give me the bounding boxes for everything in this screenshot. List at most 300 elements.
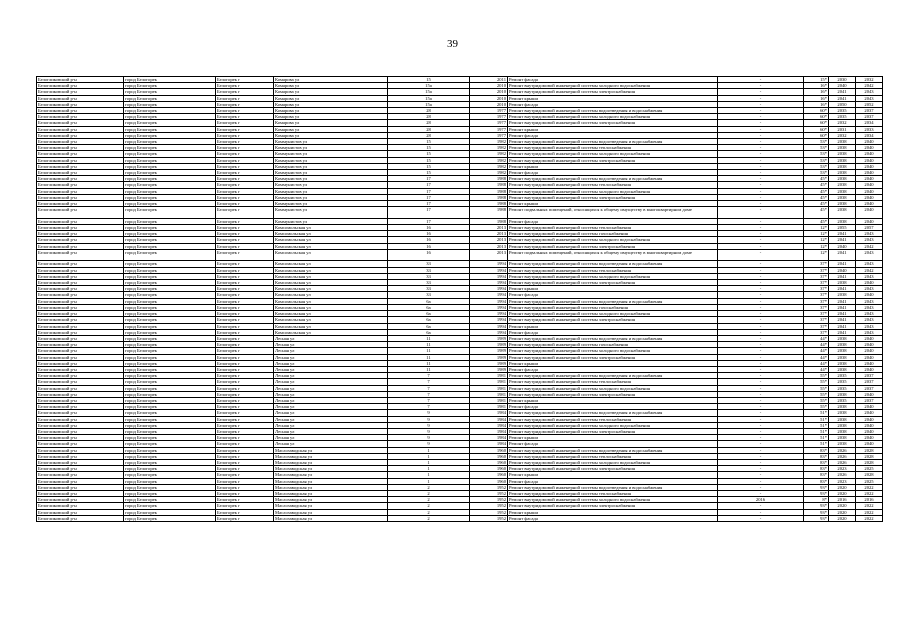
cell-last-repair: -: [718, 188, 804, 194]
cell-settlement: город Белогорек: [124, 182, 216, 188]
cell-wear-percent: 37*: [804, 304, 829, 310]
cell-plan-start: 2038: [829, 157, 856, 163]
cell-street: Лесная ул: [274, 391, 388, 397]
cell-plan-end: 2037: [856, 114, 883, 120]
cell-street: Лесная ул: [274, 360, 388, 366]
cell-work-type: Ремонт внутридомовой инженерной системы электроснабжения: [508, 157, 718, 163]
cell-locality: Белогорек г: [216, 101, 274, 107]
cell-plan-start: 2041: [829, 329, 856, 335]
cell-plan-end: 2025: [856, 466, 883, 472]
cell-last-repair: -: [718, 379, 804, 385]
cell-plan-start: 2026: [829, 447, 856, 453]
cell-plan-start: 2041: [829, 237, 856, 243]
cell-locality: Белогорек г: [216, 484, 274, 490]
cell-year: 1952: [470, 484, 508, 490]
cell-plan-start: 2035: [829, 373, 856, 379]
cell-street: Комсомольская ул: [274, 267, 388, 273]
cell-plan-end: 2040: [856, 422, 883, 428]
cell-wear-percent: 93*: [804, 503, 829, 509]
cell-plan-end: 2040: [856, 348, 883, 354]
cell-plan-start: 2038: [829, 280, 856, 286]
cell-settlement: город Белогорек: [124, 391, 216, 397]
cell-plan-start: 2038: [829, 360, 856, 366]
cell-work-type: Ремонт внутридомовой инженерной системы электроснабжения: [508, 503, 718, 509]
cell-plan-start: 2041: [829, 286, 856, 292]
cell-wear-percent: 55*: [804, 391, 829, 397]
cell-locality: Белогорек г: [216, 194, 274, 200]
page-number: 39: [447, 38, 458, 50]
cell-district: Белогликовский р-н: [37, 416, 124, 422]
cell-locality: Белогорек г: [216, 391, 274, 397]
cell-wear-percent: 37*: [804, 311, 829, 317]
cell-last-repair: -: [718, 515, 804, 521]
cell-year: 1952: [470, 515, 508, 521]
cell-plan-start: 2038: [829, 176, 856, 182]
cell-locality: Белогорек г: [216, 503, 274, 509]
cell-wear-percent: 16*: [804, 89, 829, 95]
cell-district: Белогликовский р-н: [37, 225, 124, 231]
cell-wear-percent: 83*: [804, 466, 829, 472]
cell-locality: Белогорек г: [216, 441, 274, 447]
cell-wear-percent: 93*: [804, 515, 829, 521]
cell-work-type: Ремонт внутридомовой инженерной системы электроснабжения: [508, 354, 718, 360]
cell-last-repair: -: [718, 267, 804, 273]
cell-locality: Белогорек г: [216, 490, 274, 496]
cell-year: 2013: [470, 243, 508, 249]
cell-district: Белогликовский р-н: [37, 95, 124, 101]
cell-wear-percent: 83*: [804, 453, 829, 459]
cell-street: Коммунистов ул: [274, 157, 388, 163]
cell-settlement: город Белогорек: [124, 188, 216, 194]
cell-plan-end: 2037: [856, 373, 883, 379]
cell-plan-end: 2034: [856, 132, 883, 138]
cell-settlement: город Белогорек: [124, 410, 216, 416]
cell-street: Комсомольская ул: [274, 231, 388, 237]
cell-locality: Белогорек г: [216, 77, 274, 83]
cell-plan-end: 2043: [856, 237, 883, 243]
cell-district: Белогликовский р-н: [37, 182, 124, 188]
cell-plan-end: 2052: [856, 101, 883, 107]
cell-plan-end: 2043: [856, 317, 883, 323]
cell-last-repair: -: [718, 163, 804, 169]
cell-work-type: Ремонт внутридомовой инженерной системы газоснабжения: [508, 342, 718, 348]
cell-year: 1984: [470, 416, 508, 422]
cell-locality: Белогорек г: [216, 509, 274, 515]
cell-street: Комсомольская ул: [274, 292, 388, 298]
cell-year: 1994: [470, 286, 508, 292]
cell-district: Белогликовский р-н: [37, 428, 124, 434]
cell-work-type: Ремонт внутридомовой инженерной системы холодного водоснабжения: [508, 188, 718, 194]
cell-locality: Белогорек г: [216, 83, 274, 89]
cell-plan-start: 2038: [829, 194, 856, 200]
cell-plan-start: 2020: [829, 484, 856, 490]
cell-plan-end: 2042: [856, 267, 883, 273]
cell-work-type: Ремонт подвальных помещений, относящихся к общему имуществу в многоквартирном доме: [508, 207, 718, 219]
cell-plan-end: 2040: [856, 435, 883, 441]
cell-year: 1981: [470, 404, 508, 410]
cell-house: 1: [388, 472, 470, 478]
cell-plan-start: 2038: [829, 163, 856, 169]
cell-plan-end: 2022: [856, 484, 883, 490]
cell-plan-end: 2040: [856, 428, 883, 434]
cell-district: Белогликовский р-н: [37, 176, 124, 182]
cell-house: 6а: [388, 329, 470, 335]
cell-wear-percent: 44*: [804, 354, 829, 360]
cell-settlement: город Белогорек: [124, 478, 216, 484]
cell-wear-percent: 53*: [804, 157, 829, 163]
cell-plan-start: 2041: [829, 261, 856, 267]
cell-year: 2010: [470, 83, 508, 89]
cell-last-repair: -: [718, 170, 804, 176]
cell-street: Комарова ул: [274, 89, 388, 95]
cell-plan-start: 2041: [829, 317, 856, 323]
cell-locality: Белогорек г: [216, 286, 274, 292]
cell-work-type: Ремонт внутридомовой инженерной системы водоотведения и водоснабжения: [508, 373, 718, 379]
cell-year: 1988: [470, 207, 508, 219]
cell-house: 15: [388, 151, 470, 157]
cell-street: Коммунистов ул: [274, 170, 388, 176]
cell-district: Белогликовский р-н: [37, 379, 124, 385]
cell-last-repair: -: [718, 453, 804, 459]
cell-settlement: город Белогорек: [124, 459, 216, 465]
cell-street: Комсомольская ул: [274, 280, 388, 286]
cell-house: 28: [388, 114, 470, 120]
cell-district: Белогликовский р-н: [37, 286, 124, 292]
cell-wear-percent: 53*: [804, 145, 829, 151]
cell-plan-start: 2038: [829, 145, 856, 151]
cell-year: 2011: [470, 77, 508, 83]
cell-house: 15: [388, 163, 470, 169]
cell-year: 1989: [470, 348, 508, 354]
cell-last-repair: -: [718, 397, 804, 403]
cell-plan-start: 2041: [829, 89, 856, 95]
cell-last-repair: -: [718, 182, 804, 188]
cell-settlement: город Белогорек: [124, 335, 216, 341]
cell-street: Маслозаводская ул: [274, 453, 388, 459]
cell-wear-percent: 60*: [804, 132, 829, 138]
cell-wear-percent: 53*: [804, 151, 829, 157]
cell-district: Белогликовский р-н: [37, 77, 124, 83]
cell-street: Маслозаводская ул: [274, 490, 388, 496]
cell-work-type: Ремонт внутридомовой инженерной системы теплоснабжения: [508, 182, 718, 188]
cell-house: 9: [388, 416, 470, 422]
cell-work-type: Ремонт внутридомовой инженерной системы холодного водоснабжения: [508, 348, 718, 354]
cell-wear-percent: 53*: [804, 170, 829, 176]
cell-district: Белогликовский р-н: [37, 132, 124, 138]
cell-plan-end: 2042: [856, 83, 883, 89]
cell-settlement: город Белогорек: [124, 298, 216, 304]
cell-year: 2010: [470, 89, 508, 95]
cell-wear-percent: 51*: [804, 428, 829, 434]
cell-locality: Белогорек г: [216, 416, 274, 422]
cell-plan-end: 2028: [856, 453, 883, 459]
cell-house: 2: [388, 484, 470, 490]
cell-plan-start: 2038: [829, 188, 856, 194]
cell-settlement: город Белогорек: [124, 360, 216, 366]
cell-street: Маслозаводская ул: [274, 459, 388, 465]
cell-last-repair: -: [718, 459, 804, 465]
cell-street: Коммунистов ул: [274, 151, 388, 157]
cell-district: Белогликовский р-н: [37, 126, 124, 132]
cell-district: Белогликовский р-н: [37, 157, 124, 163]
cell-year: 2013: [470, 231, 508, 237]
cell-plan-end: 2043: [856, 286, 883, 292]
cell-last-repair: -: [718, 366, 804, 372]
cell-house: 33: [388, 286, 470, 292]
cell-wear-percent: 60*: [804, 108, 829, 114]
cell-house: 7: [388, 391, 470, 397]
cell-wear-percent: 55*: [804, 397, 829, 403]
cell-wear-percent: 44*: [804, 348, 829, 354]
cell-last-repair: -: [718, 373, 804, 379]
cell-locality: Белогорек г: [216, 120, 274, 126]
table-row: [37, 207, 883, 219]
cell-work-type: Ремонт внутридомовой инженерной системы водоотведения и водоснабжения: [508, 410, 718, 416]
cell-street: Лесная ул: [274, 404, 388, 410]
cell-wear-percent: 12*: [804, 231, 829, 237]
cell-settlement: город Белогорек: [124, 151, 216, 157]
cell-work-type: Ремонт фасада: [508, 366, 718, 372]
cell-plan-end: 2028: [856, 472, 883, 478]
cell-settlement: город Белогорек: [124, 441, 216, 447]
cell-settlement: город Белогорек: [124, 267, 216, 273]
cell-settlement: город Белогорек: [124, 237, 216, 243]
cell-plan-start: 2041: [829, 298, 856, 304]
cell-district: Белогликовский р-н: [37, 194, 124, 200]
cell-street: Лесная ул: [274, 422, 388, 428]
cell-street: Комсомольская ул: [274, 286, 388, 292]
cell-last-repair: -: [718, 145, 804, 151]
cell-plan-start: 2041: [829, 249, 856, 261]
cell-settlement: город Белогорек: [124, 194, 216, 200]
cell-work-type: Ремонт внутридомовой инженерной системы водоотведения и водоснабжения: [508, 176, 718, 182]
cell-year: 1984: [470, 422, 508, 428]
cell-district: Белогликовский р-н: [37, 447, 124, 453]
cell-street: Коммунистов ул: [274, 207, 388, 219]
cell-settlement: город Белогорек: [124, 249, 216, 261]
cell-work-type: Ремонт фасада: [508, 170, 718, 176]
cell-last-repair: -: [718, 304, 804, 310]
cell-locality: Белогорек г: [216, 304, 274, 310]
cell-locality: Белогорек г: [216, 317, 274, 323]
cell-settlement: город Белогорек: [124, 201, 216, 207]
cell-last-repair: -: [718, 176, 804, 182]
cell-year: 2013: [470, 249, 508, 261]
cell-plan-start: 2020: [829, 490, 856, 496]
cell-house: 15: [388, 145, 470, 151]
cell-house: 1: [388, 466, 470, 472]
cell-work-type: Ремонт крыши: [508, 360, 718, 366]
cell-district: Белогликовский р-н: [37, 261, 124, 267]
cell-wear-percent: 53*: [804, 163, 829, 169]
cell-settlement: город Белогорек: [124, 126, 216, 132]
cell-district: Белогликовский р-н: [37, 188, 124, 194]
cell-locality: Белогорек г: [216, 435, 274, 441]
cell-house: 9: [388, 422, 470, 428]
cell-settlement: город Белогорек: [124, 503, 216, 509]
cell-locality: Белогорек г: [216, 114, 274, 120]
cell-settlement: город Белогорек: [124, 428, 216, 434]
cell-wear-percent: 37*: [804, 280, 829, 286]
cell-last-repair: -: [718, 231, 804, 237]
cell-settlement: город Белогорек: [124, 77, 216, 83]
cell-year: 2013: [470, 237, 508, 243]
cell-locality: Белогорек г: [216, 108, 274, 114]
cell-house: 15: [388, 157, 470, 163]
cell-plan-end: 2040: [856, 157, 883, 163]
cell-settlement: город Белогорек: [124, 145, 216, 151]
cell-street: Коммунистов ул: [274, 176, 388, 182]
cell-work-type: Ремонт внутридомовой инженерной системы холодного водоснабжения: [508, 422, 718, 428]
cell-wear-percent: 37*: [804, 292, 829, 298]
cell-locality: Белогорек г: [216, 273, 274, 279]
cell-plan-end: 2037: [856, 108, 883, 114]
cell-settlement: город Белогорек: [124, 273, 216, 279]
cell-district: Белогликовский р-н: [37, 329, 124, 335]
cell-last-repair: -: [718, 261, 804, 267]
cell-wear-percent: 83*: [804, 472, 829, 478]
cell-street: Лесная ул: [274, 385, 388, 391]
cell-plan-start: 2038: [829, 391, 856, 397]
cell-street: Лесная ул: [274, 441, 388, 447]
cell-district: Белогликовский р-н: [37, 503, 124, 509]
cell-settlement: город Белогорек: [124, 163, 216, 169]
cell-work-type: Ремонт фасада: [508, 101, 718, 107]
cell-locality: Белогорек г: [216, 453, 274, 459]
cell-house: 15а: [388, 101, 470, 107]
cell-last-repair: -: [718, 132, 804, 138]
cell-settlement: город Белогорек: [124, 317, 216, 323]
cell-year: 1989: [470, 366, 508, 372]
cell-street: Комарова ул: [274, 83, 388, 89]
cell-year: 1994: [470, 329, 508, 335]
cell-wear-percent: 37*: [804, 267, 829, 273]
cell-last-repair: -: [718, 441, 804, 447]
cell-year: 1994: [470, 273, 508, 279]
cell-plan-start: 2023: [829, 466, 856, 472]
cell-house: 9: [388, 441, 470, 447]
cell-district: Белогликовский р-н: [37, 114, 124, 120]
cell-work-type: Ремонт внутридомовой инженерной системы электроснабжения: [508, 194, 718, 200]
cell-district: Белогликовский р-н: [37, 317, 124, 323]
cell-district: Белогликовский р-н: [37, 280, 124, 286]
cell-district: Белогликовский р-н: [37, 397, 124, 403]
cell-wear-percent: 45*: [804, 188, 829, 194]
cell-wear-percent: 37*: [804, 261, 829, 267]
cell-plan-end: 2040: [856, 145, 883, 151]
cell-settlement: город Белогорек: [124, 329, 216, 335]
cell-plan-end: 2057: [856, 225, 883, 231]
cell-wear-percent: 93*: [804, 484, 829, 490]
cell-work-type: Ремонт внутридомовой инженерной системы электроснабжения: [508, 280, 718, 286]
cell-last-repair: -: [718, 83, 804, 89]
cell-wear-percent: 8*: [804, 497, 829, 503]
cell-plan-start: 2020: [829, 503, 856, 509]
cell-last-repair: -: [718, 201, 804, 207]
cell-plan-end: 2042: [856, 243, 883, 249]
cell-locality: Белогорек г: [216, 515, 274, 521]
cell-wear-percent: 16*: [804, 101, 829, 107]
cell-house: 28: [388, 126, 470, 132]
cell-settlement: город Белогорек: [124, 385, 216, 391]
cell-plan-end: 2040: [856, 342, 883, 348]
cell-house: 6а: [388, 298, 470, 304]
cell-street: Комсомольская ул: [274, 261, 388, 267]
cell-year: 1984: [470, 441, 508, 447]
cell-wear-percent: 45*: [804, 182, 829, 188]
cell-last-repair: -: [718, 298, 804, 304]
cell-plan-start: 2041: [829, 311, 856, 317]
cell-wear-percent: 93*: [804, 509, 829, 515]
cell-settlement: город Белогорек: [124, 447, 216, 453]
cell-wear-percent: 51*: [804, 422, 829, 428]
cell-last-repair: -: [718, 317, 804, 323]
cell-plan-end: 2040: [856, 391, 883, 397]
cell-year: 1994: [470, 267, 508, 273]
cell-district: Белогликовский р-н: [37, 366, 124, 372]
cell-wear-percent: 37*: [804, 298, 829, 304]
cell-house: 11: [388, 348, 470, 354]
cell-locality: Белогорек г: [216, 231, 274, 237]
cell-locality: Белогорек г: [216, 323, 274, 329]
cell-wear-percent: 37*: [804, 286, 829, 292]
cell-year: 1984: [470, 435, 508, 441]
cell-house: 11: [388, 335, 470, 341]
cell-district: Белогликовский р-н: [37, 410, 124, 416]
cell-plan-start: 2035: [829, 385, 856, 391]
cell-work-type: Ремонт внутридомовой инженерной системы холодного водоснабжения: [508, 83, 718, 89]
cell-house: 15: [388, 170, 470, 176]
cell-locality: Белогорек г: [216, 478, 274, 484]
cell-house: 15: [388, 139, 470, 145]
cell-house: 2: [388, 515, 470, 521]
cell-last-repair: -: [718, 120, 804, 126]
cell-district: Белогликовский р-н: [37, 466, 124, 472]
cell-locality: Белогорек г: [216, 292, 274, 298]
cell-year: 1960: [470, 478, 508, 484]
cell-plan-end: 2022: [856, 503, 883, 509]
cell-wear-percent: 37*: [804, 273, 829, 279]
cell-street: Лесная ул: [274, 335, 388, 341]
cell-plan-end: 2033: [856, 126, 883, 132]
cell-work-type: Ремонт внутридомовой инженерной системы газоснабжения: [508, 304, 718, 310]
cell-locality: Белогорек г: [216, 397, 274, 403]
cell-street: Комсомольская ул: [274, 237, 388, 243]
cell-plan-end: 2040: [856, 292, 883, 298]
cell-work-type: Ремонт крыши: [508, 286, 718, 292]
cell-plan-start: 2038: [829, 342, 856, 348]
cell-locality: Белогорек г: [216, 366, 274, 372]
cell-locality: Белогорек г: [216, 163, 274, 169]
cell-plan-start: 2038: [829, 428, 856, 434]
cell-locality: Белогорек г: [216, 132, 274, 138]
cell-year: 1982: [470, 139, 508, 145]
cell-year: 1982: [470, 163, 508, 169]
cell-work-type: Ремонт внутридомовой инженерной системы холодного водоснабжения: [508, 311, 718, 317]
cell-house: 2: [388, 490, 470, 496]
cell-work-type: Ремонт внутридомовой инженерной системы водоотведения и водоснабжения: [508, 261, 718, 267]
cell-wear-percent: 93*: [804, 490, 829, 496]
cell-year: 1988: [470, 182, 508, 188]
cell-plan-end: 2043: [856, 261, 883, 267]
cell-wear-percent: 51*: [804, 416, 829, 422]
cell-plan-end: 2040: [856, 280, 883, 286]
cell-work-type: Ремонт фасада: [508, 329, 718, 335]
cell-settlement: город Белогорек: [124, 490, 216, 496]
cell-year: 1994: [470, 280, 508, 286]
cell-street: Маслозаводская ул: [274, 472, 388, 478]
cell-locality: Белогорек г: [216, 428, 274, 434]
